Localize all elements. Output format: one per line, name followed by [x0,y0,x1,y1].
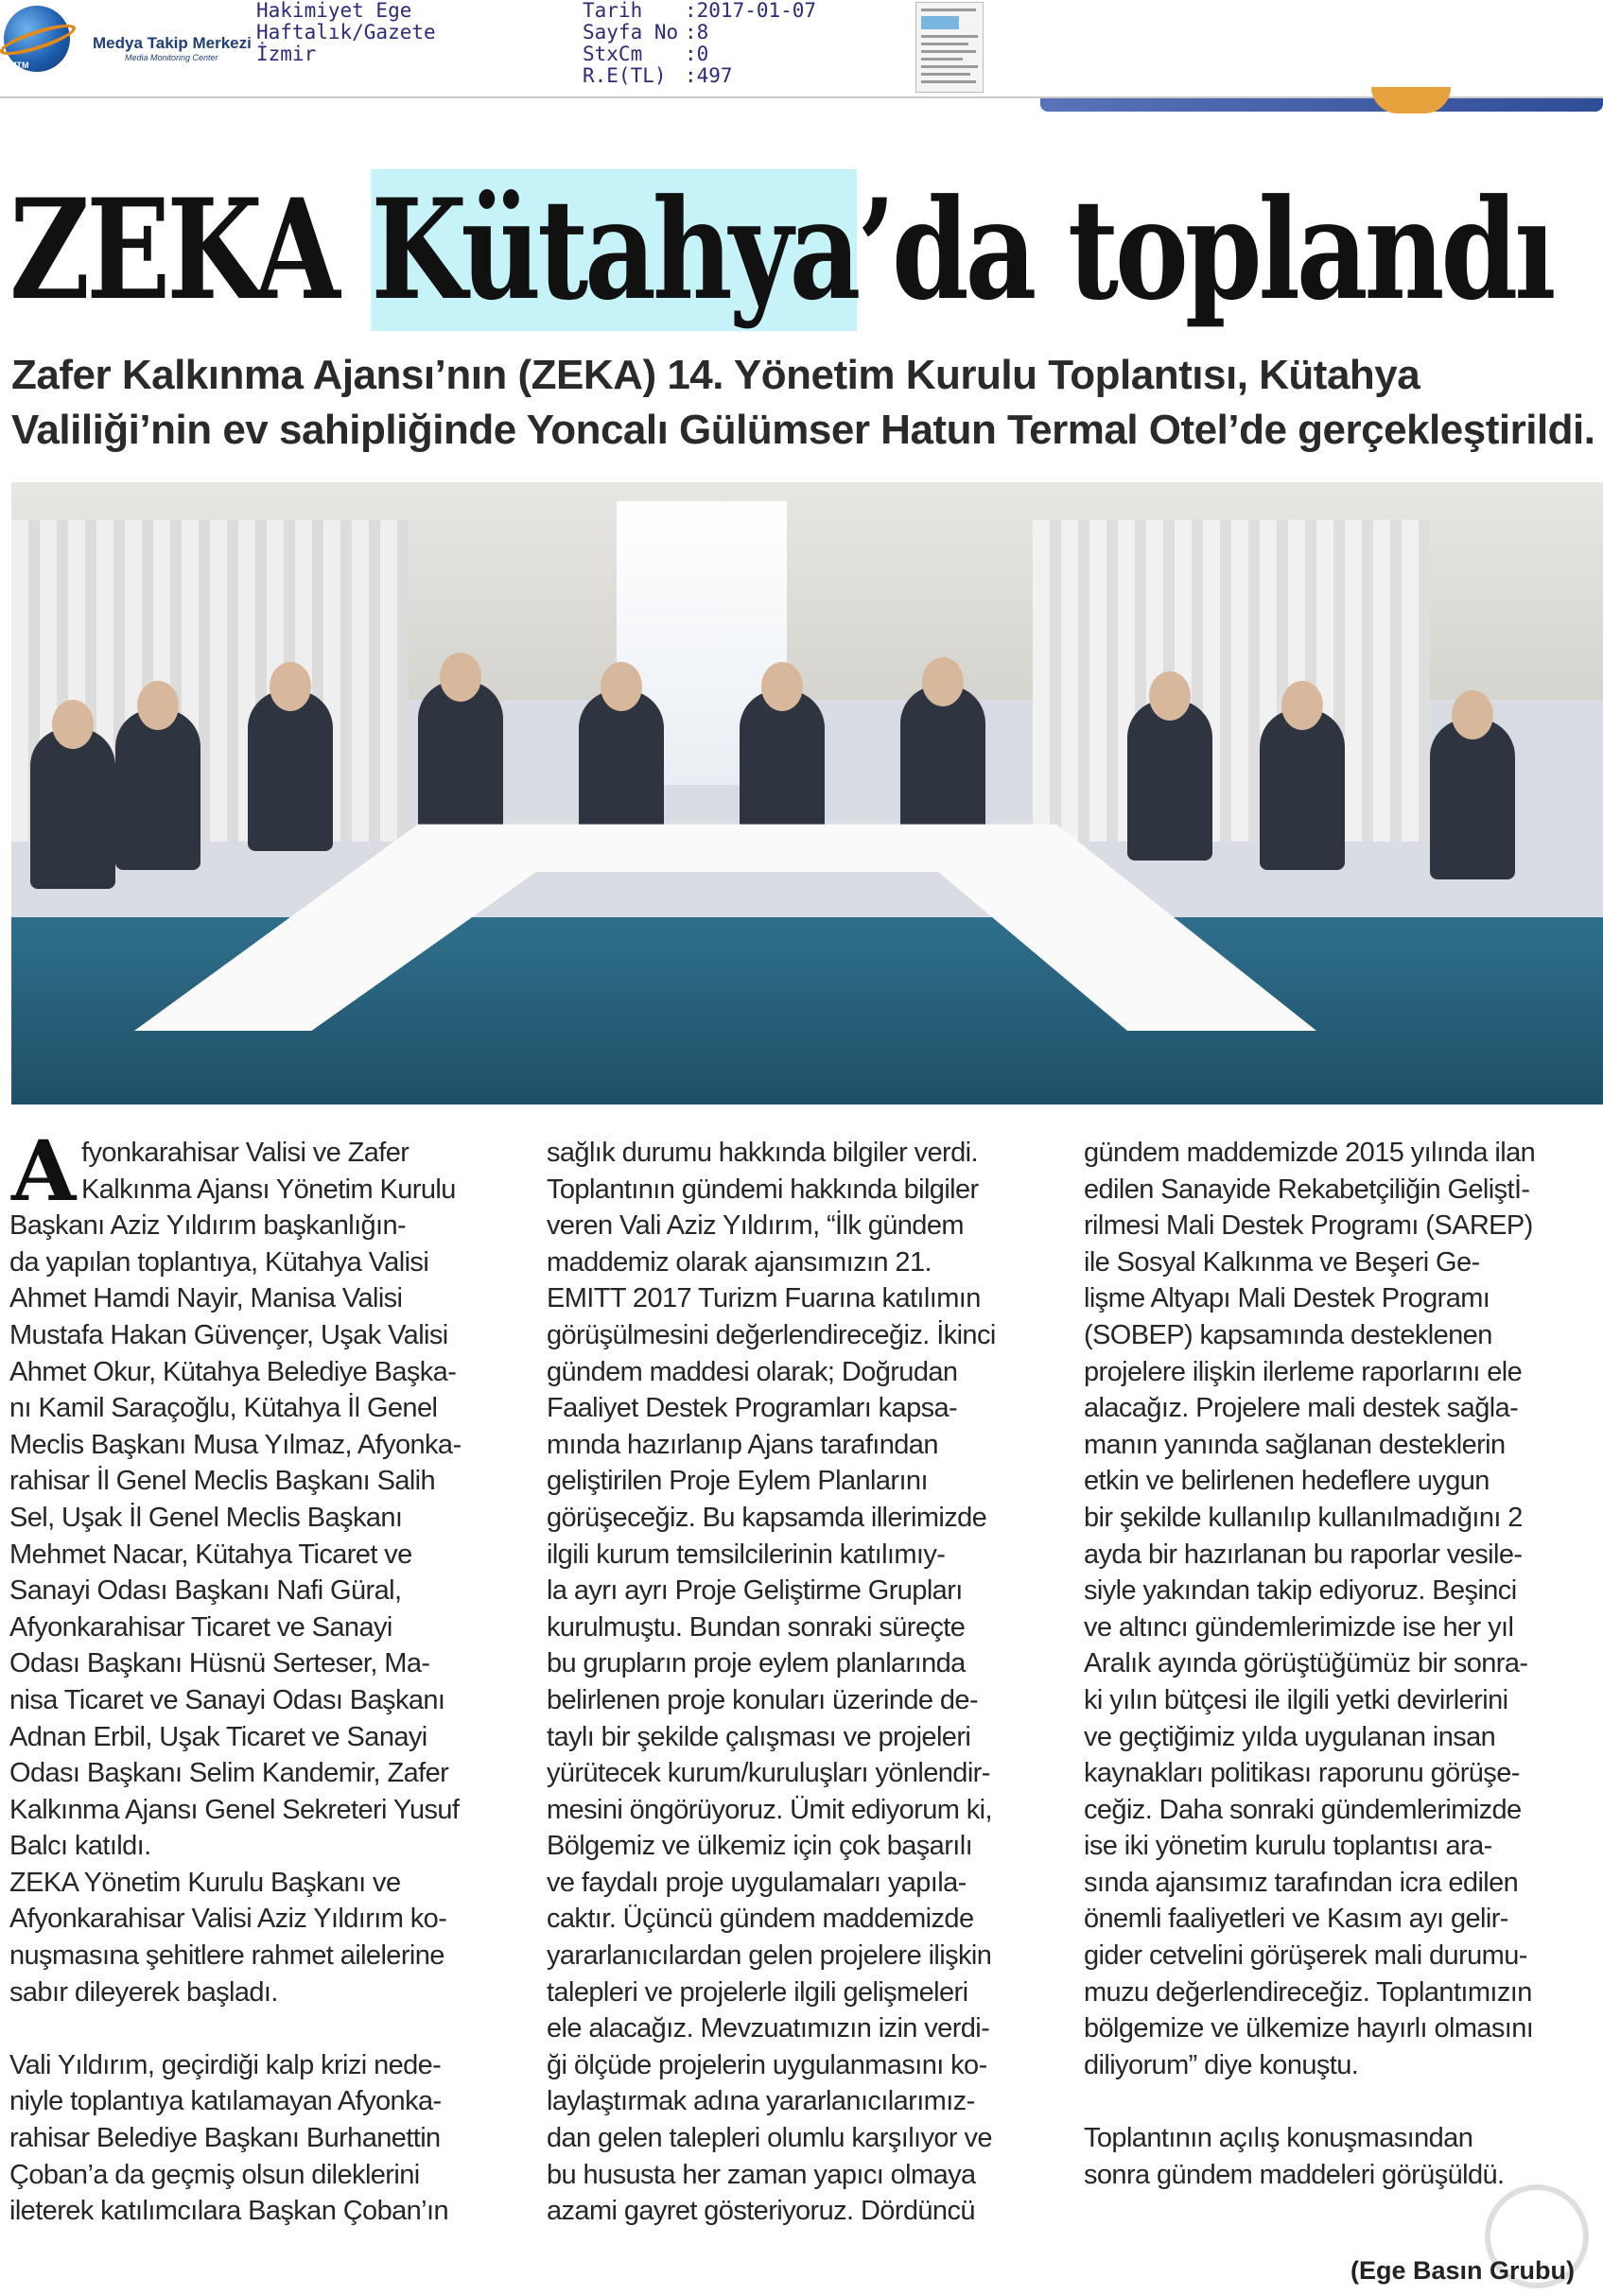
article-column-1: A fyonkarahisar Valisi ve Zafer Kalkınma Ajansı Yönetim Kurulu Başkanı Aziz Yıldırım başkanlığın- da yapılan toplantıya, Kütahya Valisi Ahmet Hamdi Nayir, Manisa Valisi Mustafa Hakan Güvençer, Uşak Valisi Ahmet Okur, Kütahya Belediye Başka- nı Kamil Saraçoğlu, Kütahya İl Genel Meclis Başkanı Musa Yılmaz, Afyonka- rahisar İl Genel Meclis Başkanı Salih Sel, Uşak İl Genel Meclis Başkanı Mehmet Nacar, Kütahya Ticaret ve Sanayi Odası Başkanı Nafi Güral, Afyonkarahisar Ticaret ve Sanayi Odası Başkanı Hüsnü Serteser, Ma- nisa Ticaret ve Sanayi Odası Başkanı Adnan Erbil, Uşak Ticaret ve Sanayi Odası Başkanı Selim Kandemir, Zafer Kalkınma Ajansı Genel Sekreteri Yusuf Balcı katıldı. ZEKA Yönetim Kurulu Başkanı ve Afyonkarahisar Valisi Aziz Yıldırım ko- nuşmasına şehitlere rahmet ailelerine sabır dileyerek başladı. Vali Yıldırım, geçirdiği kalp krizi nede- niyle toplantıya katılamayan Afyonka- rahisar Belediye Başkanı Burhanettin Çoban’a da geçmiş olsun dileklerini ileterek katılımcılara Başkan Çoban’ın [9,1122,462,2227]
logo-abbr: MTM [9,61,29,70]
page-thumbnail[interactable] [915,2,984,93]
meta-row: Tarih :2017-01-07 [583,0,817,22]
publication-info [256,0,436,65]
meta-row: R.E(TL) :497 [583,64,733,87]
article-headline: ZEKA Kütahya’da toplandı [9,169,1553,331]
clipping-header [0,0,1603,95]
headline-highlight: Kütahya [371,169,858,331]
article-column-3: gündem maddemizde 2015 yılında ilan edilen Sanayide Rekabetçiliğin Geliştİ- rilmesi Mali Destek Programı (SAREP) ile Sosyal Kalkınma ve Beşeri Ge- lişme Altyapı Mali Destek Programı (SOBEP) kapsamında desteklenen projelere ilişkin ilerleme raporlarını ele alacağız. Projelere mali destek sağla- manın yanında sağlanan desteklerin etkin ve belirlenen hedeflere uygun bir şekilde kullanılıp kullanılmadığını 2 ayda bir hazırlanan bu raporlar vesile- siyle yakından takip ediyoruz. Beşinci ve altıncı gündemlerimizde ise her yıl Aralık ayında görüştüğümüz bir sonra- ki yılın bütçesi ile ilgili yetki devirlerini ve geçtiğimiz yılda uygulanan insan kaynakları politikası raporunu görüşe- ceğiz. Daha sonraki gündemlerimizde ise iki yönetim kurulu toplantısı ara- sında ajansımız tarafından icra edilen önemli faaliyetleri ve Kasım ayı gelir- gider cetvelini görüşerek mali durumu- muzu değerlendireceğiz. Toplantımızın bölgemize ve ülkemize hayırlı olmasını diliyorum” diye konuştu. Toplantının açılış konuşmasından sonra gündem maddeleri görüşüldü. [1084,1138,1536,2190]
article-subtitle: Zafer Kalkınma Ajansı’nın (ZEKA) 14. Yönetim Kurulu Toplantısı, Kütahya Valiliği’nin ev sahipliğinde Yoncalı Gülümser Hatun Termal Otel’de gerçekleştirildi. [11,352,1595,453]
article-column-2: sağlık durumu hakkında bilgiler verdi. Toplantının gündemi hakkında bilgiler veren Vali Aziz Yıldırım, “İlk gündem maddemiz olarak ajansımızın 21. EMITT 2017 Turizm Fuarına katılımın görüşülmesini değerlendireceğiz. İkinci gündem maddesi olarak; Doğrudan Faaliyet Destek Programları kapsa- mında hazırlanıp Ajans tarafından geliştirilen Proje Eylem Planlarını görüşeceğiz. Bu kapsamda illerimizde ilgili kurum temsilcilerinin katılımıy- la ayrı ayrı Proje Geliştirme Grupları kurulmuştu. Bundan sonraki süreçte bu grupların proje eylem planlarında belirlenen proje konuları üzerinde de- taylı bir şekilde çalışması ve projeleri yürütecek kurum/kuruluşları yönlendir- mesini öngörüyoruz. Ümit ediyorum ki, Bölgemiz ve ülkemiz için çok başarılı ve faydalı proje uygulamaları yapıla- caktır. Üçüncü gündem maddemizde yararlanıcılardan gelen projelere ilişkin talepleri ve projelerle ilgili gelişmeleri ele alacağız. Mevzuatımızın izin verdi- ği ölçüde projelerin uygulanmasını ko- laylaştırmak adına yararlanıcılarımız- dan gelen talepleri olumlu karşılıyor ve bu hususta her zaman yapıcı olmaya azami gayret gösteriyoruz. Dördüncü [547,1138,996,2227]
publication-frequency: Haftalık/Gazete [256,21,436,43]
publication-name: Hakimiyet Ege [256,0,412,22]
masthead-decoration [1040,98,1603,112]
drop-cap: A [11,1122,76,1220]
article-credit: (Ege Basın Grubu) [1350,2256,1576,2285]
meta-row: Sayfa No :8 [583,21,709,43]
logo-subtitle: Media Monitoring Center [125,53,218,62]
meeting-photo [11,482,1603,1105]
clipping-meta [583,0,816,87]
mtm-logo [4,6,252,76]
logo-name: Medya Takip Merkezi [93,34,252,52]
meta-row: StxCm :0 [583,43,709,65]
publication-city: İzmir [256,43,317,65]
